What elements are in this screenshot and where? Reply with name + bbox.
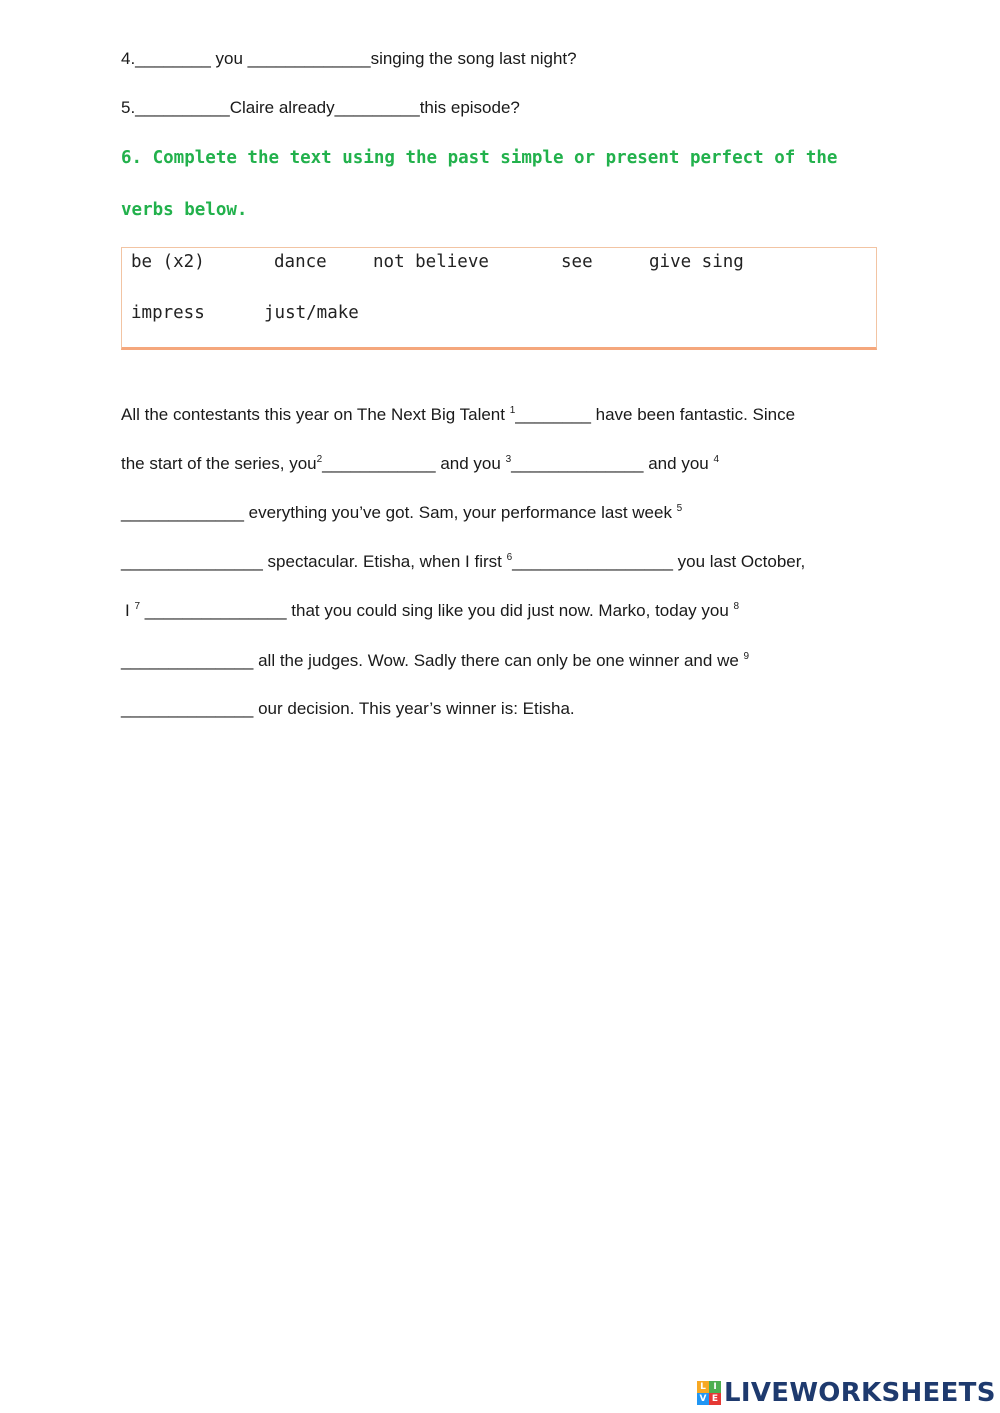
gap-3[interactable]: ______________ and you — [511, 454, 714, 473]
word-dance: dance — [274, 252, 327, 272]
liveworksheets-logo[interactable] — [697, 1378, 996, 1408]
gap-number-4: 4 — [713, 454, 720, 465]
gap-number-9: 9 — [743, 651, 750, 662]
gap-9[interactable]: ______________ our decision. This year’s winner is: Etisha. — [121, 699, 575, 718]
word-see: see — [561, 252, 593, 272]
word-box — [121, 247, 877, 350]
word-be: be (x2) — [131, 252, 205, 272]
question-4: 4.________ you _____________singing the song last night? — [121, 49, 577, 68]
word-just-make: just/make — [264, 303, 359, 323]
passage-line-4 — [121, 551, 805, 573]
passage-line-5: I $^7$ _______________ that you could sing like you did just now. Marko, today you $^8$ — [125, 601, 740, 620]
gap-7[interactable]: _______________ that you could sing like you did just now. Marko, today you — [140, 601, 734, 620]
gap-4[interactable]: _____________ everything you’ve got. Sam, your performance last week — [121, 503, 677, 522]
gap-number-2: 2 — [316, 454, 323, 465]
question-5: 5.__________Claire already_________this episode? — [121, 98, 520, 117]
gap-number-3: 3 — [505, 454, 512, 465]
gap-number-7: 7 — [134, 601, 141, 612]
logo-mark-icon: L I V E — [697, 1381, 721, 1405]
gap-8[interactable]: ______________ all the judges. Wow. Sadly there can only be one winner and we — [121, 651, 744, 670]
gap-6[interactable]: _________________ you last October, — [512, 552, 806, 571]
passage-line-3 — [121, 502, 682, 524]
passage-line-1: All the contestants this year on The Next Big Talent $^1$________ have been fantastic. Since — [121, 405, 796, 424]
passage-line-7 — [121, 698, 575, 720]
word-not-believe: not believe — [373, 252, 489, 272]
gap-2[interactable]: ____________ and you — [322, 454, 506, 473]
passage-line-2: the start of the series, you$^2$____________ and you $^3$______________ and you $^4$ — [121, 454, 720, 473]
exercise-title-line-1: 6. Complete the text using the past simple or present perfect of the — [121, 148, 838, 168]
gap-number-5: 5 — [676, 503, 683, 514]
gap-number-1: 1 — [509, 405, 516, 416]
gap-1[interactable]: ________ have been fantastic. Since — [515, 405, 796, 424]
logo-text: LIVEWORKSHEETS — [724, 1378, 996, 1408]
passage-line-6 — [121, 650, 749, 672]
gap-5[interactable]: _______________ spectacular. Etisha, when I first — [121, 552, 507, 571]
gap-number-8: 8 — [733, 601, 740, 612]
exercise-title-line-2: verbs below. — [121, 200, 248, 220]
word-impress: impress — [131, 303, 205, 323]
word-give-sing: give sing — [649, 252, 744, 272]
gap-number-6: 6 — [506, 552, 513, 563]
